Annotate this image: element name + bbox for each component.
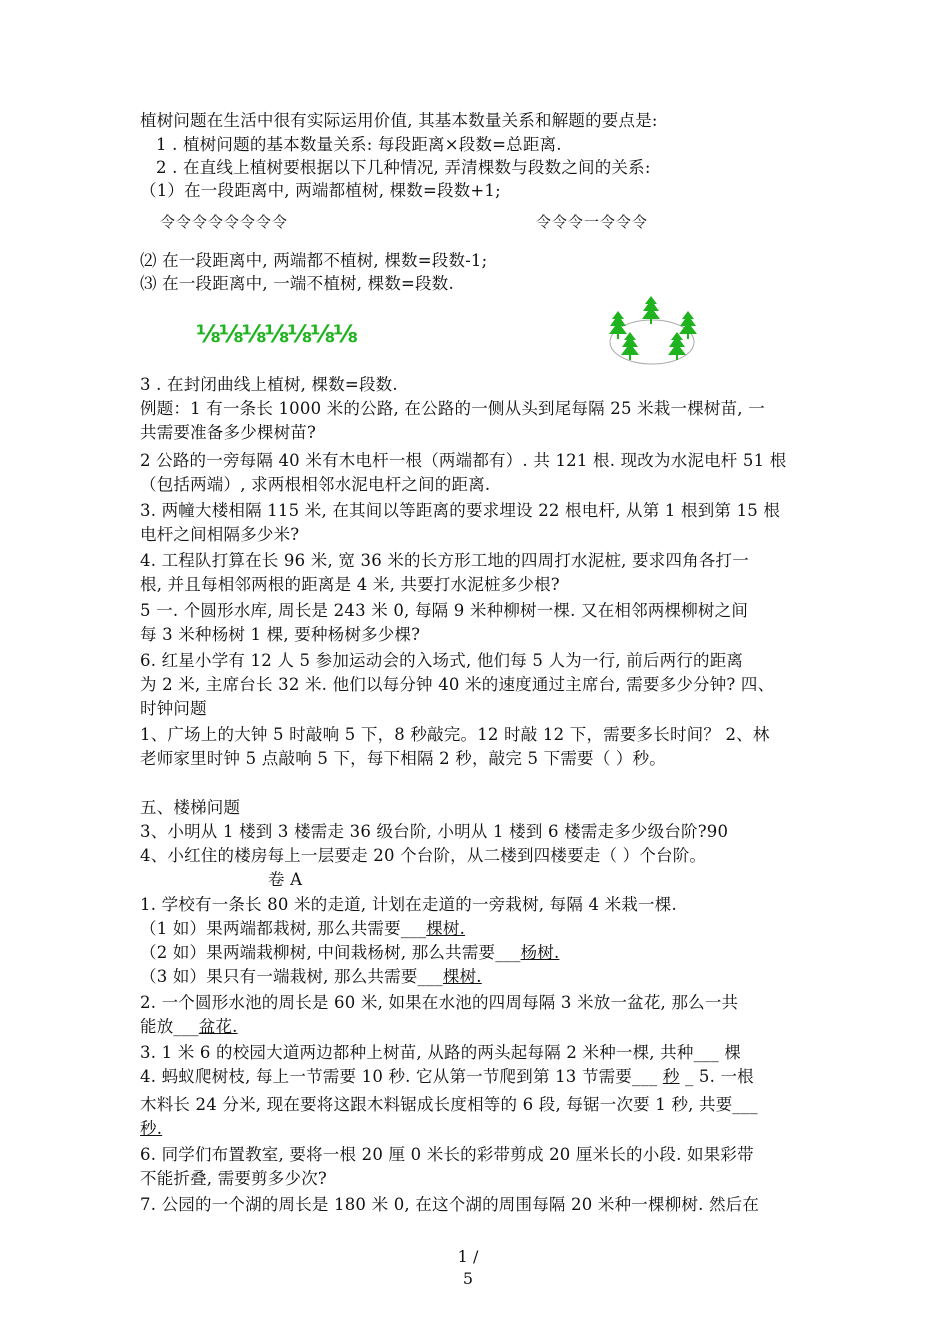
point-3: 3 . 在封闭曲线上植树, 棵数=段数. — [140, 375, 398, 394]
paper-a-q6-line-1: 6. 同学们布置教室, 要将一根 20 厘 0 米长的彩带剪成 20 厘米长的小段. 如果彩带 — [140, 1145, 754, 1164]
clock-problem-line-2: 老师家里时钟 5 点敲响 5 下，每下相隔 2 秒，敲完 5 下需要（ ）秒。 — [140, 749, 666, 768]
q5-answer: 秒. — [140, 1119, 163, 1138]
stairs-problem-4: 4、小红住的楼房每上一层要走 20 个台阶，从二楼到四楼要走（ ）个台阶。 — [140, 846, 707, 865]
q1c-text: （3 如）果只有一端栽树, 那么共需要___ — [140, 967, 443, 986]
clock-section-title: 时钟问题 — [140, 699, 207, 718]
paper-a-q5-line-2 — [140, 1118, 162, 1140]
example-3-line-2: 电杆之间相隔多少米? — [140, 525, 300, 544]
point-1: 1 . 植树问题的基本数量关系: 每段距离×段数=总距离. — [156, 135, 562, 154]
case-1: （1）在一段距离中, 两端都植树, 棵数=段数+1; — [140, 181, 501, 200]
example-5-line-1: 5 一. 个圆形水库, 周长是 243 米 0, 每隔 9 米种柳树一棵. 又在相邻两棵柳树之间 — [140, 601, 749, 620]
tree-icon — [679, 311, 697, 339]
paper-a-heading: 卷 A — [268, 870, 303, 889]
tree-row-left: 令令令令令令令令 — [160, 213, 289, 231]
paper-a-q1-a — [140, 918, 465, 940]
paper-a-q6-line-2: 不能折叠, 需要剪多少次? — [140, 1169, 327, 1188]
page-number-current: 1 / — [457, 1247, 479, 1266]
q1c-answer: 棵树. — [442, 967, 482, 986]
case-3: ⑶ 在一段距离中, 一端不植树, 棵数=段数. — [140, 274, 454, 293]
case-2: ⑵ 在一段距离中, 两端都不植树, 棵数=段数-1; — [140, 251, 488, 270]
paper-a-q3: 3. 1 米 6 的校园大道两边都种上树苗, 从路的两头起每隔 2 米种一棵, 共种___ 棵 — [140, 1043, 742, 1062]
q1b-text: （2 如）果两端栽柳树, 中间栽杨树, 那么共需要___ — [140, 943, 521, 962]
intro-text: 植树问题在生活中很有实际运用价值, 其基本数量关系和解题的要点是: — [140, 111, 658, 130]
page-number-total: 5 — [462, 1269, 474, 1288]
q2-text: 能放___ — [140, 1017, 199, 1036]
tree-row-right: 令令令一令令令 — [536, 213, 649, 231]
example-1-line-1: 例题：1 有一条长 1000 米的公路, 在公路的一侧从头到尾每隔 25 米栽一棵树苗, 一 — [140, 399, 765, 418]
q4-tail: _ 5. 一根 — [679, 1067, 754, 1086]
example-4-line-1: 4. 工程队打算在长 96 米, 宽 36 米的长方形工地的四周打水泥桩, 要求四角各打一 — [140, 551, 749, 570]
tree-icon-group — [609, 296, 697, 360]
example-6-line-2: 为 2 米, 主席台长 32 米. 他们以每分钟 40 米的速度通过主席台, 需要多少分钟? 四、 — [140, 675, 775, 694]
paper-a-q1: 1. 学校有一条长 80 米的走道, 计划在走道的一旁栽树, 每隔 4 米栽一棵. — [140, 895, 677, 914]
clock-problem-line-1: 1、广场上的大钟 5 时敲响 5 下，8 秒敲完。12 时敲 12 下，需要多长时间？ 2、林 — [140, 725, 770, 744]
point-2: 2 . 在直线上植树要根据以下几种情况, 弄清棵数与段数之间的关系: — [156, 158, 651, 177]
q4-text: 4. 蚂蚁爬树枝, 每上一节需要 10 秒. 它从第一节爬到第 13 节需要___ — [140, 1067, 663, 1086]
q1a-answer: 棵树. — [426, 919, 466, 938]
example-6-line-1: 6. 红星小学有 12 人 5 参加运动会的入场式, 他们每 5 人为一行, 前后两行的距离 — [140, 651, 744, 670]
q2-answer: 盆花. — [198, 1017, 238, 1036]
example-2-line-1: 2 公路的一旁每隔 40 米有木电杆一根（两端都有）. 共 121 根. 现改为水泥电杆 51 根 — [140, 451, 787, 470]
q1a-text: （1 如）果两端都栽树, 那么共需要___ — [140, 919, 427, 938]
stairs-section-title: 五、楼梯问题 — [140, 798, 241, 817]
tree-icon — [668, 332, 686, 360]
paper-a-q7-line-1: 7. 公园的一个湖的周长是 180 米 0, 在这个湖的周围每隔 20 米种一棵柳树. 然后在 — [140, 1195, 760, 1214]
paper-a-q5-line-1: 木料长 24 分米, 现在要将这跟木料锯成长度相等的 6 段, 每锯一次要 1 秒, 共要___ — [140, 1095, 758, 1114]
example-3-line-1: 3. 两幢大楼相隔 115 米, 在其间以等距离的要求埋设 22 根电杆, 从第 1 根到第 15 根 — [140, 501, 781, 520]
example-1-line-2: 共需要准备多少棵树苗? — [140, 423, 317, 442]
q4-answer: 秒 — [662, 1067, 680, 1086]
stairs-problem-3: 3、小明从 1 楼到 3 楼需走 36 级台阶, 小明从 1 楼到 6 楼需走多少级台阶?90 — [140, 822, 729, 841]
paper-a-q2-line-2 — [140, 1016, 238, 1038]
paper-a-q2-line-1: 2. 一个圆形水池的周长是 60 米, 如果在水池的四周每隔 3 米放一盆花, 那么一共 — [140, 993, 739, 1012]
example-4-line-2: 根, 并且每相邻两根的距离是 4 米, 共要打水泥桩多少根? — [140, 575, 560, 594]
tree-icon — [621, 332, 639, 360]
fraction-symbol-row: ⅛⅛⅛⅛⅛⅛⅛ — [196, 320, 356, 348]
q1b-answer: 杨树. — [520, 943, 560, 962]
paper-a-q1-b — [140, 942, 559, 964]
example-5-line-2: 每 3 米种杨树 1 棵, 要种杨树多少棵? — [140, 625, 421, 644]
circular-trees-illustration — [600, 294, 710, 374]
paper-a-q1-c — [140, 966, 482, 988]
example-2-line-2: （包括两端）, 求两根相邻水泥电杆之间的距离. — [140, 475, 491, 494]
paper-a-q4 — [140, 1066, 754, 1088]
